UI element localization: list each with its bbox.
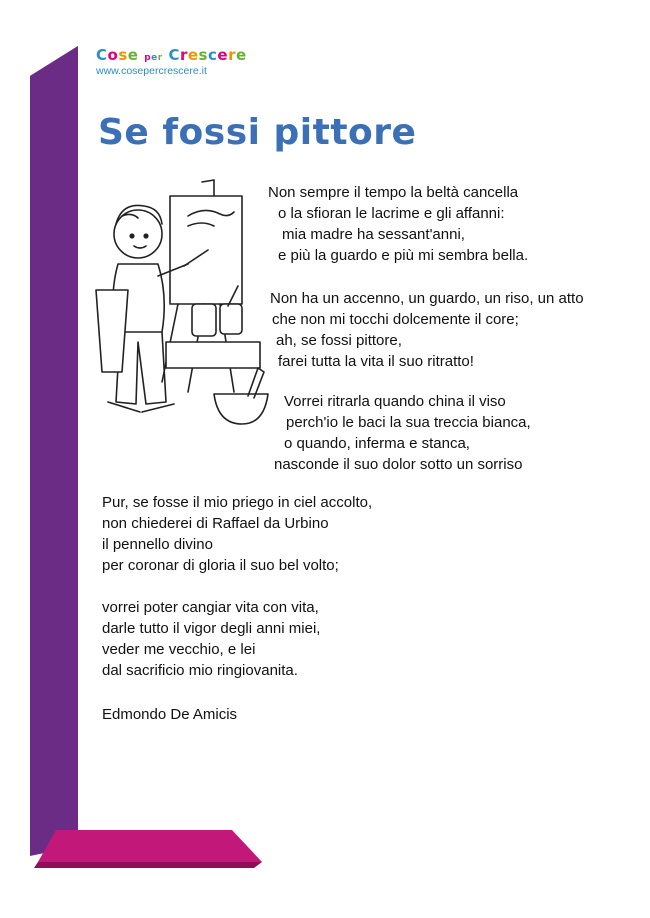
poem-line: non chiederei di Raffael da Urbino bbox=[102, 515, 329, 532]
child-painter-illustration bbox=[92, 172, 272, 452]
logo-letter: e bbox=[127, 46, 139, 64]
logo-letter: e bbox=[235, 46, 247, 64]
ribbon-main bbox=[30, 46, 78, 856]
poem-line: o quando, inferma e stanca, bbox=[284, 435, 470, 452]
logo-wordmark bbox=[96, 46, 247, 64]
poem-line: farei tutta la vita il suo ritratto! bbox=[278, 353, 474, 370]
poem-line: veder me vecchio, e lei bbox=[102, 641, 256, 658]
poem-line: ah, se fossi pittore, bbox=[276, 332, 402, 349]
logo-letter: c bbox=[207, 46, 218, 64]
poem-line: nasconde il suo dolor sotto un sorriso bbox=[274, 456, 523, 473]
poem-line: perch'io le baci la sua treccia bianca, bbox=[286, 414, 531, 431]
poem-line: Non sempre il tempo la beltà cancella bbox=[268, 184, 519, 201]
poem-line: Vorrei ritrarla quando china il viso bbox=[284, 393, 506, 410]
logo-letter: e bbox=[151, 53, 158, 63]
poem-line: Pur, se fosse il mio priego in ciel accolto, bbox=[102, 494, 373, 511]
site-logo[interactable] bbox=[96, 46, 247, 77]
logo-letter: r bbox=[228, 46, 236, 64]
poem-line: o la sfioran le lacrime e gli affanni: bbox=[278, 205, 505, 222]
logo-letter: r bbox=[157, 53, 163, 63]
paint-jar-icon bbox=[220, 304, 242, 334]
bowl-icon bbox=[214, 394, 268, 424]
table bbox=[166, 342, 260, 368]
poem-line: darle tutto il vigor degli anni miei, bbox=[102, 620, 321, 637]
logo-letter: C bbox=[96, 46, 108, 64]
site-url[interactable]: www.cosepercrescere.it bbox=[96, 65, 207, 77]
easel-canvas bbox=[170, 196, 242, 304]
logo-letter: r bbox=[179, 46, 188, 64]
stool bbox=[96, 290, 128, 372]
logo-letter: C bbox=[168, 46, 180, 64]
poem-line: vorrei poter cangiar vita con vita, bbox=[102, 599, 319, 616]
logo-letter: e bbox=[187, 46, 199, 64]
paint-jar-icon bbox=[192, 304, 216, 336]
poem-line: che non mi tocchi dolcemente il core; bbox=[272, 311, 519, 328]
ribbon-bottom bbox=[38, 830, 262, 862]
poem-line: il pennello divino bbox=[102, 536, 213, 553]
page-title: Se fossi pittore bbox=[98, 112, 417, 153]
poem-line: per coronar di gloria il suo bel volto; bbox=[102, 557, 339, 574]
poem-line: dal sacrificio mio ringiovanita. bbox=[102, 662, 298, 679]
poem-line: e più la guardo e più mi sembra bella. bbox=[278, 247, 529, 264]
logo-letter: p bbox=[144, 53, 152, 63]
logo-letter: s bbox=[118, 46, 128, 64]
logo-letter: e bbox=[217, 46, 229, 64]
author-name: Edmondo De Amicis bbox=[102, 706, 238, 723]
logo-letter: s bbox=[198, 46, 208, 64]
poem-line: mia madre ha sessant'anni, bbox=[282, 226, 465, 243]
logo-letter: o bbox=[107, 46, 119, 64]
poem-line: Non ha un accenno, un guardo, un riso, un atto bbox=[270, 290, 584, 307]
ribbon-bottom-shadow bbox=[34, 862, 262, 868]
